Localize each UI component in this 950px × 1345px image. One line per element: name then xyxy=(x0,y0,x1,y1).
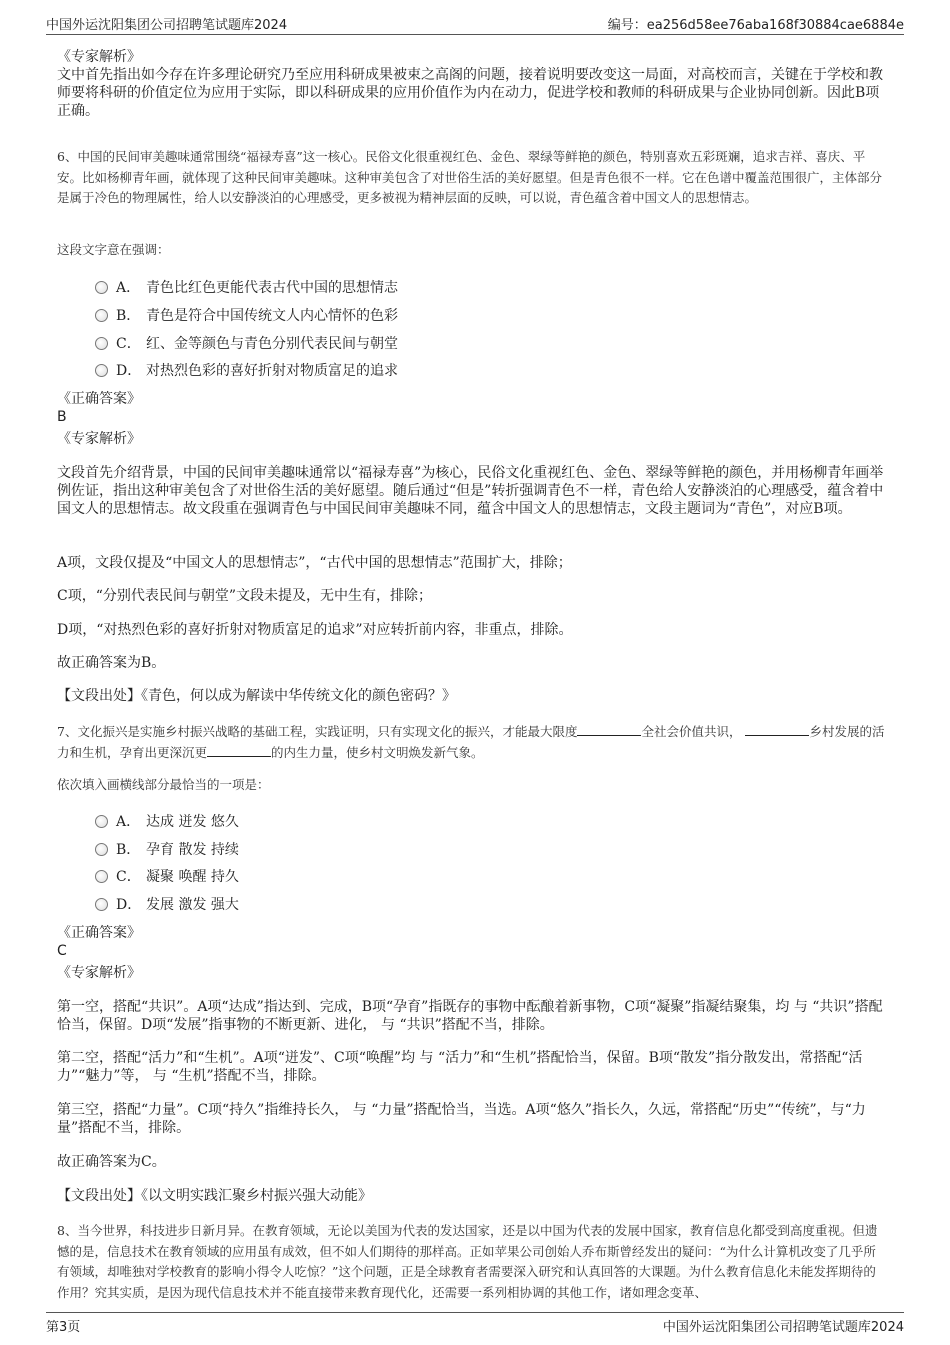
q6-answer-label: 《正确答案》 xyxy=(57,391,141,407)
fill-blank-1[interactable] xyxy=(577,723,641,736)
q6-answer: B xyxy=(57,409,67,425)
option-letter: B． xyxy=(116,308,141,324)
option-letter: D． xyxy=(116,897,142,913)
q7-stem-part-b: 全社会价值共识， xyxy=(641,724,742,739)
option-letter: C． xyxy=(116,336,141,352)
q6-analysis-p4: D项，“对热烈色彩的喜好折射对物质富足的追求”对应转折前内容，非重点，排除。 xyxy=(57,622,573,638)
radio-icon[interactable] xyxy=(95,843,108,856)
q6-option-a[interactable] xyxy=(95,277,398,299)
q6-option-d[interactable] xyxy=(95,360,398,382)
q7-option-c[interactable] xyxy=(95,866,239,888)
page-header xyxy=(46,12,904,35)
option-letter: C． xyxy=(116,869,141,885)
option-text: 孕育 散发 持续 xyxy=(146,842,239,858)
radio-icon[interactable] xyxy=(95,815,108,828)
q6-source: 【文段出处】《青色，何以成为解读中华传统文化的颜色密码？》 xyxy=(57,688,456,704)
header-doc-id: 编号：ea256d58ee76aba168f30884cae6884e xyxy=(607,18,904,33)
option-text: 对热烈色彩的喜好折射对物质富足的追求 xyxy=(146,363,398,379)
q6-analysis-label: 《专家解析》 xyxy=(57,431,141,447)
q7-prompt: 依次填入画横线部分最恰当的一项是： xyxy=(57,777,270,792)
header-title: 中国外运沈阳集团公司招聘笔试题库2024 xyxy=(46,18,288,33)
q6-analysis-p2: A项，文段仅提及“中国文人的思想情志”，“古代中国的思想情志”范围扩大，排除； xyxy=(57,555,572,571)
q6-analysis-p5: 故正确答案为B。 xyxy=(57,655,166,671)
q7-analysis-label: 《专家解析》 xyxy=(57,965,141,981)
radio-icon[interactable] xyxy=(95,898,108,911)
q7-option-a[interactable] xyxy=(95,811,239,833)
option-text: 青色比红色更能代表古代中国的思想情志 xyxy=(146,280,398,296)
radio-icon[interactable] xyxy=(95,281,108,294)
radio-icon[interactable] xyxy=(95,337,108,350)
q7-source: 【文段出处】《以文明实践汇聚乡村振兴强大动能》 xyxy=(57,1188,372,1204)
page-number: 第3页 xyxy=(46,1320,81,1335)
option-text: 达成 迸发 悠久 xyxy=(146,814,239,830)
q7-stem-part-a: 7、文化振兴是实施乡村振兴战略的基础工程，实践证明，只有实现文化的振兴，才能最大限度 xyxy=(57,724,578,739)
radio-icon[interactable] xyxy=(95,364,108,377)
q6-option-c[interactable] xyxy=(95,333,398,355)
q7-stem-part-c: 乡村发展的活力和生机，孕育出更深沉更 xyxy=(57,724,885,760)
radio-icon[interactable] xyxy=(95,309,108,322)
prev-analysis-text: 文中首先指出如今存在许多理论研究乃至应用科研成果被束之高阁的问题，接着说明要改变这一局面，对高校而言，关键在于学校和教师要将科研的价值定位为应用于实际，即以科研成果的应用价值作为内在动力，促进学校和教师的科研成果与企业协同创新。因此B项正确。 xyxy=(57,67,883,119)
option-letter: A． xyxy=(116,814,141,830)
fill-blank-2[interactable] xyxy=(745,723,809,736)
footer-title: 中国外运沈阳集团公司招聘笔试题库2024 xyxy=(662,1320,904,1335)
q6-analysis-p1: 文段首先介绍背景，中国的民间审美趣味通常以“福禄寿喜”为核心，民俗文化重视红色、金色、翠绿等鲜艳的颜色，并用杨柳青年画举例佐证，指出这种审美包含了对世俗生活的美好愿望。随后通过“但是”转折强调青色不一样，青色给人安静淡泊的心理感受，蕴含着中国文人的思想情志。故文段重在强调青色与中国民间审美趣味不同，蕴含中国文人的思想情志，文段主题词为“青色”，对应B项。 xyxy=(57,465,884,517)
option-letter: A． xyxy=(116,280,141,296)
q7-option-d[interactable] xyxy=(95,894,239,916)
q7-stem xyxy=(57,722,887,763)
option-text: 红、金等颜色与青色分别代表民间与朝堂 xyxy=(146,336,398,352)
option-letter: D． xyxy=(116,363,142,379)
q7-answer: C xyxy=(57,943,67,959)
option-text: 青色是符合中国传统文人内心情怀的色彩 xyxy=(146,308,398,324)
page-footer xyxy=(46,1312,904,1335)
option-text: 凝聚 唤醒 持久 xyxy=(146,869,239,885)
q7-analysis-p1: 第一空，搭配“共识”。A项“达成”指达到、完成，B项“孕育”指既存的事物中酝酿着新事物，C项“凝聚”指凝结聚集，均 与 “共识”搭配恰当，保留。D项“发展”指事物的不断更新、进化， 与 “共识”搭配不当，排除。 xyxy=(57,999,883,1033)
q8-stem: 8、当今世界，科技进步日新月异。在教育领域，无论以美国为代表的发达国家，还是以中国为代表的发展中国家，教育信息化都受到高度重视。但遗憾的是，信息技术在教育领域的应用虽有成效，但不如人们期待的那样高。正如苹果公司创始人乔布斯曾经发出的疑问：“为什么计算机改变了几乎所有领域，却唯独对学校教育的影响小得令人吃惊？”这个问题，正是全球教育者需要深入研究和认真回答的大课题。为什么教育信息化未能发挥期待的作用？究其实质，是因为现代信息技术并不能直接带来教育现代化，还需要一系列相协调的其他工作，诸如理念变革、 xyxy=(57,1223,878,1300)
option-letter: B． xyxy=(116,842,141,858)
q7-answer-label: 《正确答案》 xyxy=(57,925,141,941)
option-text: 发展 激发 强大 xyxy=(146,897,239,913)
q7-stem-part-d: 的内生力量，使乡村文明焕发新气象。 xyxy=(271,744,484,760)
radio-icon[interactable] xyxy=(95,870,108,883)
fill-blank-3[interactable] xyxy=(207,744,271,757)
q7-option-b[interactable] xyxy=(95,839,239,861)
q6-analysis-p3: C项，“分别代表民间与朝堂”文段未提及，无中生有，排除； xyxy=(57,588,433,604)
q6-option-b[interactable] xyxy=(95,305,398,327)
q7-analysis-p3: 第三空，搭配“力量”。C项“持久”指维持长久， 与 “力量”搭配恰当，当选。A项“悠久”指长久，久远，常搭配“历史”“传统”，与“力量”搭配不当，排除。 xyxy=(57,1102,866,1136)
q6-prompt: 这段文字意在强调： xyxy=(57,242,170,257)
prev-analysis-label: 《专家解析》 xyxy=(57,49,141,65)
q7-analysis-p4: 故正确答案为C。 xyxy=(57,1154,166,1170)
q6-stem: 6、中国的民间审美趣味通常围绕“福禄寿喜”这一核心。民俗文化很重视红色、金色、翠绿等鲜艳的颜色，特别喜欢五彩斑斓，追求吉祥、喜庆、平安。比如杨柳青年画，就体现了这种民间审美趣味。这种审美包含了对世俗生活的美好愿望。但是青色很不一样。它在色谱中覆盖范围很广，主体部分是属于冷色的物理属性，给人以安静淡泊的心理感受，更多被视为精神层面的反映，可以说，青色蕴含着中国文人的思想情志。 xyxy=(57,149,883,205)
q7-analysis-p2: 第二空，搭配“活力”和“生机”。A项“迸发”、C项“唤醒”均 与 “活力”和“生机”搭配恰当，保留。B项“散发”指分散发出，常搭配“活力”“魅力”等， 与 “生机”搭配不当，排除。 xyxy=(57,1050,863,1084)
